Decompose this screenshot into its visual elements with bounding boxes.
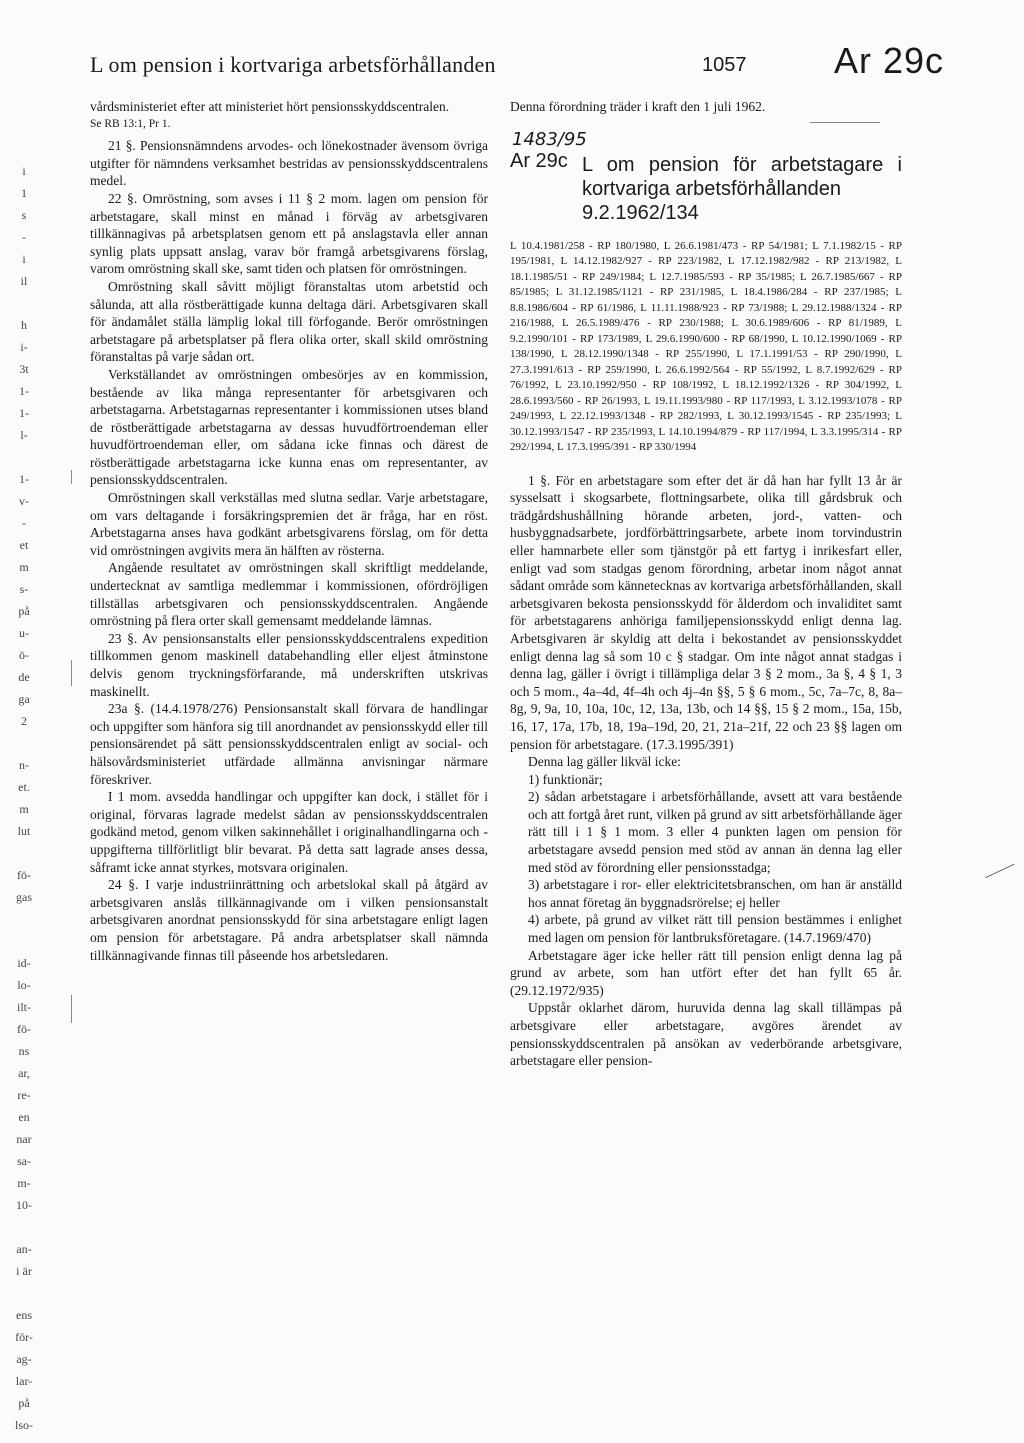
margin-fragment: 3t [19,362,29,376]
margin-fragment: ö- [19,648,29,662]
margin-fragment: s [21,208,27,222]
margin-fragment: id- [17,956,31,970]
margin-fragment: i- [20,340,28,354]
paragraph: 1) funktionär; [528,771,603,787]
margin-bar [71,995,72,1023]
margin-fragment: lso- [15,1418,33,1432]
margin-fragment: s- [19,582,29,596]
margin-fragment: ga [18,692,30,706]
exception-list [510,771,902,947]
margin-fragment: i är [16,1264,32,1278]
margin-fragment: 1 [21,186,27,200]
margin-fragment: v- [19,494,29,508]
margin-fragment: på [18,1396,30,1410]
paragraph: I 1 mom. avsedda handlingar och uppgifter kan dock, i stället för i original, förvaras lagrade medelst sådan av pensionsskyddscentralen godkänd metod, genom vilken sakinnehållet i originalhandlingarna och -uppgifterna tillförlitligt blir bevarat. På detta satt lagrade anses dessa, såframt icke annat styrkes, motsvara originalen. [90,789,488,875]
paragraph: vårdsministeriet efter att ministeriet hört pensionsskyddscentralen. [90,99,450,114]
paragraph: Angående resultatet av omröstningen skall skriftligt meddelande, undertecknat av samtliga medlemmar i kommissionen, ofördröjligen tillställas arbetsgivaren och pensionsskyddscentralen. Angående omröstning på flera orter skall gemensamt meddelande lämnas. [90,560,488,629]
intro-paragraph: Denna förordning träder i kraft den 1 juli 1962. [510,99,766,114]
page-header [90,40,944,90]
paragraph: Se RB 13:1, Pr 1. [90,117,171,130]
paragraph: Uppstår oklarhet därom, huruvida denna lag skall tillämpas på arbetsgivare eller arbetstagare, avgöres ärendet av pensionsskyddscentralen på ansökan av vederbörande arbetsgivare, arbetstagare eller pension- [510,1000,902,1069]
paragraph: 2) sådan arbetstagare i arbetsförhållande, avsett att vara bestående och att fortgå året runt, vilken på grund av sitt arbetsförhållande äger rätt till i 1 § 1 mom. 3 eller 4 punkten lagen om pension för arbetstagare avsedd pension med stöd av annan än denna lag eller med stöd av förordning eller pensionsstadga; [528,789,902,875]
margin-bar [71,660,72,686]
paragraph: Verkställandet av omröstningen ombesörjes av en kommission, bestående av lika många representanter för arbetsgivaren och arbetstagarna. Arbetstagarnas representanter i kommissionen utses bland de röstberättigade arbetstagarna av dessas huvudförtroendeman eller huvudförtroendeman eller, om sådana icke finnas och därest de röstberättigade arbetstagarna icke kunna enas om representanter, av pensionsskyddscentralen. [90,366,488,488]
paragraph: 1 §. För en arbetstagare som efter det är då han har fyllt 13 år är sysselsatt i skogsarbete, flottningsarbete, olika till gårdsbruk och trädgårdshushållning hörande arbeten, jord-, vatten- och husbyggnadsarbete, jordförbättringsarbete, arbete inom torvindustrin eller hamnarbete eller som tjänstgör på ett fartyg i inrikesfart eller, enligt vad som stadgas genom förordning, arbetar inom något annat sådant område som kännetecknas av kortvariga arbetsförhållanden, skall arbetsgivaren bekosta pensionsskydd för ålderdom och invaliditet samt för arbetstagarens anhöriga familjepensionsskydd enligt denna lag. Arbetsgivaren är skyldig att delta i bekostandet av pensionsskyddet enligt denna lag så som 10 c § stadgar. Om inte något annat stadgas i denna lag, gäller i övrigt i tillämpliga delar 3 § 2 mom., 3a §, 4 § 1, 3 och 5 mom., 4a–4d, 4f–4h och 4j–4n §§, 5 § 6 mom., 5c, 7a–7c, 8, 8a–8g, 9, 9a, 10, 10a, 10c, 12, 13a, 13b, och 14 §§, 15 § 2 mom., 15a, 15b, 16, 17, 17a, 17b, 18, 19a–19d, 20, 21, 21a–21f, 22 och 23 §§ lagen om pension för arbetstagare. (17.3.1995/391) [510,472,902,752]
right-paragraphs [510,472,902,771]
margin-fragment: il [20,274,28,288]
margin-fragment: m [19,560,29,574]
section-tag: Ar 29c [833,40,944,81]
margin-fragment: an- [16,1242,32,1256]
margin-fragment: de [18,670,30,684]
law-title-block [582,153,902,225]
paragraph: Arbetstagare äger icke heller rätt till pension enligt denna lag på grund av arbete, som han utfört efter det han fyllt 65 år. (29.12.1972/935) [510,947,902,998]
paragraph: 24 §. I varje industriinrättning och arbetslokal skall på åtgärd av arbetsgivaren anslås tillkännagivande om i vilken pensionsanstalt arbetsgivaren anordnat pensionsskydd för sina arbetstagare enligt lagen om pension för arbetstagare. På andra arbetsplatser skall nämnda tillkännagivande finnas till påseende hos arbetsledaren. [90,877,488,963]
page-number: 1057 [702,54,747,76]
margin-fragment: sa- [17,1154,31,1168]
margin-fragment: ns [18,1044,30,1058]
margin-fragment: et [19,538,29,552]
margin-fragment: 1- [19,406,29,420]
margin-fragment: ens [16,1308,32,1322]
margin-fragment [0,732,48,754]
margin-fragment: lo- [17,978,31,992]
margin-fragment: i [22,164,26,178]
separator-rule [810,122,880,123]
margin-fragment: 2 [21,714,27,728]
margin-fragment: gas [16,890,32,904]
margin-fragment: i [22,252,26,266]
margin-fragment: på [18,604,30,618]
law-date: 9.2.1962/134 [582,201,699,224]
margin-tick-mark [985,864,1019,887]
margin-fragment: en [18,1110,30,1124]
margin-fragment: ag- [16,1352,32,1366]
margin-fragment: - [22,230,26,244]
margin-fragment: l- [20,428,28,442]
margin-fragment: lut [17,824,31,838]
paragraph: Omröstning skall såvitt möjligt föranstaltas utom arbetstid och sålunda, att alla röstberättigade kunna deltaga däri. Arbetsgivaren skall för ändamålet ställa lämplig lokal till förfogande. Berör omröstningen arbetstagare på arbetsplatser på flera olika orter, skall skild omröstning föranstaltas på varje sådan ort. [90,278,488,365]
margin-fragment: 1- [19,472,29,486]
paragraph: 22 §. Omröstning, som avses i 11 § 2 mom. lagen om pension för arbetstagare, skall minst en månad i förväg av arbetsgivaren tillkännagivas på arbetsplatsen genom ett på anslagstavla eller annan synlig plats uppsatt anslag, varav bör framgå arbetsgivarens förslag, varom omröstning skall ske, samt tiden och platsen för omröstningen. [90,190,488,277]
left-margin-fragments [0,160,48,1436]
law-ref: Ar 29c [510,149,568,172]
right-column [510,98,902,1070]
paragraph: Omröstningen skall verkställas med slutna sedlar. Varje arbetstagare, om vars deltagande i forsäkringspremien det är fråga, har en röst. Arbetstagarna anses hava godkänt arbetsgivarens förslag, om för detta vid omröstningen avgivits mera än hälften av rösterna. [90,490,488,558]
margin-bar [71,470,72,484]
margin-fragment: h [21,318,27,332]
margin-fragment: - [22,516,26,530]
left-column [90,98,488,964]
margin-fragment: re- [17,1088,31,1102]
margin-fragment: m [19,802,29,816]
margin-fragment: ilt- [17,1000,31,1014]
margin-fragment [0,446,48,468]
margin-fragment: fö- [17,868,31,882]
margin-fragment: et. [18,780,30,794]
margin-fragment [0,842,48,864]
margin-fragment [0,1282,48,1304]
handwritten-note: 1483/95 [512,128,587,150]
margin-fragment: nar [16,1132,32,1146]
margin-fragment [0,908,48,930]
margin-fragment [0,292,48,314]
paragraph: 3) arbetstagare i ror- eller elektricitetsbranschen, om han är anställd hos annat företag än byggnadsrörelse; ej heller [528,877,902,910]
margin-fragment: m- [17,1176,31,1190]
law-title: L om pension för arbetstagare i kortvariga arbetsförhållanden [582,153,902,200]
margin-fragment: för- [15,1330,33,1344]
margin-fragment [0,1216,48,1238]
paragraph: 21 §. Pensionsnämndens arvodes- och lönekostnader ävensom övriga utgifter för nämndens verksamhet bestridas av pensionsskyddscentralens medel. [90,138,488,189]
margin-fragment: 1- [19,384,29,398]
running-title: L om pension i kortvariga arbetsförhållanden [90,52,496,77]
margin-fragment: 10- [16,1198,32,1212]
margin-fragment: lar- [15,1374,33,1388]
paragraph: 4) arbete, på grund av vilket rätt till pension bestämmes i enlighet med lagen om pension för lantbruksföretagare. (14.7.1969/470) [528,912,902,946]
amendment-list: L 10.4.1981/258 - RP 180/1980, L 26.6.1981/473 - RP 54/1981; L 7.1.1982/15 - RP 195/1981, L 14.12.1982/927 - RP 223/1982, L 17.12.1982/982 - RP 213/1982, L 18.1.1985/51 - RP 249/1984; L 12.7.1985/593 - RP 35/1985; L 26.7.1985/667 - RP 85/1985; L 31.12.1985/1121 - RP 231/1985, L 18.4.1986/284 - RP 237/1985; L 8.8.1986/604 - RP 61/1986, L 11.11.1988/923 - RP 73/1988; L 29.12.1988/1324 - RP 216/1988, L 26.5.1989/476 - RP 230/1988; L 30.6.1989/606 - RP 81/1989, L 9.2.1990/101 - RP 173/1989, L 29.6.1990/600 - RP 68/1990, L 10.12.1990/1069 - RP 138/1990, L 28.12.1990/1348 - RP 255/1990, L 17.1.1991/53 - RP 290/1990, L 27.3.1991/613 - RP 259/1990, L 26.6.1992/564 - RP 55/1992, L 8.7.1992/629 - RP 76/1992, L 23.10.1992/950 - RP 108/1992, L 18.12.1992/1326 - RP 304/1992, L 28.6.1993/560 - RP 26/1993, L 19.11.1993/980 - RP 117/1993, L 3.12.1993/1078 - RP 249/1993, L 22.12.1993/1348 - RP 282/1993, L 30.12.1993/1545 - RP 235/1993; L 30.12.1993/1547 - RP 235/1993, L 14.10.1994/879 - RP 117/1994, L 3.3.1995/314 - RP 292/1994, L 17.3.1995/391 - RP 330/1994 [510,239,902,454]
law-heading [510,149,902,225]
closing-paragraphs [510,947,902,1070]
paragraph: Denna lag gäller likväl icke: [528,754,681,770]
margin-fragment: n- [19,758,29,772]
paragraph: 23a §. (14.4.1978/276) Pensionsanstalt skall förvara de handlingar och uppgifter som hänfora sig till anordnandet av pensionsskydd eller till pensionsärendet på sätt pensionsskyddscentralen enligt av social- och hälsovårdsministeriet utfärdade allmänna anvisningar närmare föreskriver. [90,701,488,787]
margin-fragment: ar, [18,1066,30,1080]
margin-fragment: fö- [17,1022,31,1036]
paragraph: 23 §. Av pensionsanstalts eller pensionsskyddscentralens expedition tillkommen genom maskinell databehandling eller eljest åtminstone delvis genom tryckningsförfarande, må underskriften utskrivas maskinellt. [90,630,488,699]
margin-fragment: u- [19,626,29,640]
margin-fragment [0,930,48,952]
